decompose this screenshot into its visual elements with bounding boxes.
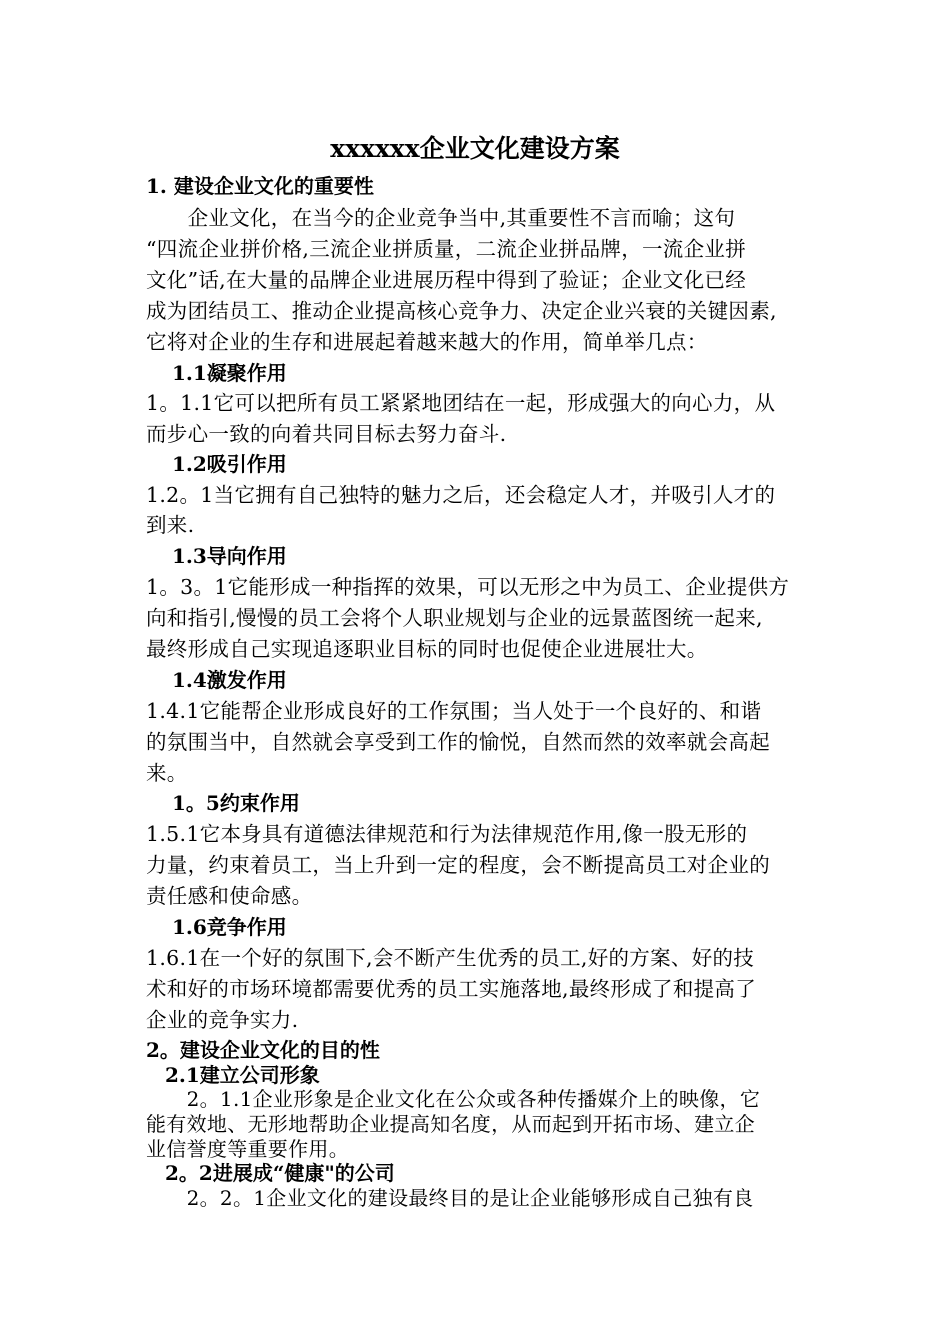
section-heading-1: 1. 建设企业文化的重要性 bbox=[146, 174, 374, 198]
paragraph-line: 向和指引,慢慢的员工会将个人职业规划与企业的远景蓝图统一起来, bbox=[146, 606, 763, 630]
subsection-heading-2-1: 2.1建立公司形象 bbox=[165, 1063, 320, 1087]
paragraph-line: 责任感和使命感。 bbox=[146, 884, 313, 908]
paragraph-line: 它将对企业的生存和进展起着越来越大的作用，简单举几点： bbox=[146, 330, 708, 354]
paragraph-line: 的氛围当中，自然就会享受到工作的愉悦，自然而然的效率就会高起 bbox=[146, 730, 770, 754]
paragraph-line: 成为团结员工、推动企业提高核心竞争力、决定企业兴衰的关键因素, bbox=[146, 299, 777, 323]
subsection-heading-1-4: 1.4激发作用 bbox=[172, 668, 287, 692]
subsection-heading-1-2: 1.2吸引作用 bbox=[172, 452, 287, 476]
paragraph-line: 术和好的市场环境都需要优秀的员工实施落地,最终形成了和提高了 bbox=[146, 977, 757, 1001]
paragraph-line: 文化”话,在大量的品牌企业进展历程中得到了验证；企业文化已经 bbox=[146, 268, 746, 292]
paragraph-line: 2。2。1企业文化的建设最终目的是让企业能够形成自己独有良 bbox=[146, 1186, 754, 1210]
paragraph-line: 1.4.1它能帮企业形成良好的工作氛围；当人处于一个良好的、和谐 bbox=[146, 699, 762, 723]
paragraph-line: 到来. bbox=[146, 513, 195, 537]
paragraph-line: 来。 bbox=[146, 761, 188, 785]
paragraph-line: 1.5.1它本身具有道德法律规范和行为法律规范作用,像一股无形的 bbox=[146, 822, 748, 846]
paragraph-line: 能有效地、无形地帮助企业提高知名度，从而起到开拓市场、建立企 bbox=[146, 1112, 755, 1136]
subsection-heading-1-5: 1。5约束作用 bbox=[172, 791, 300, 815]
paragraph-line: 1.6.1在一个好的氛围下,会不断产生优秀的员工,好的方案、好的技 bbox=[146, 946, 755, 970]
paragraph-line: “四流企业拼价格,三流企业拼质量，二流企业拼品牌，一流企业拼 bbox=[146, 237, 746, 261]
paragraph-line: 2。1.1企业形象是企业文化在公众或各种传播媒介上的映像，它 bbox=[146, 1087, 761, 1111]
subsection-heading-1-3: 1.3导向作用 bbox=[172, 544, 287, 568]
section-heading-2: 2。建设企业文化的目的性 bbox=[146, 1038, 380, 1062]
paragraph-line: 企业文化，在当今的企业竞争当中,其重要性不言而喻；这句 bbox=[146, 206, 736, 230]
paragraph-line: 1.2。1当它拥有自己独特的魅力之后，还会稳定人才，并吸引人才的 bbox=[146, 483, 776, 507]
paragraph-line: 力量，约束着员工，当上升到一定的程度，会不断提高员工对企业的 bbox=[146, 853, 770, 877]
paragraph-line: 1。3。1它能形成一种指挥的效果，可以无形之中为员工、企业提供方 bbox=[146, 575, 790, 599]
paragraph-line: 而步心一致的向着共同目标去努力奋斗. bbox=[146, 422, 507, 446]
subsection-heading-1-6: 1.6竞争作用 bbox=[172, 915, 287, 939]
paragraph-line: 企业的竞争实力. bbox=[146, 1008, 299, 1032]
subsection-heading-2-2: 2。2进展成“健康"的公司 bbox=[165, 1161, 395, 1185]
paragraph-line: 1。1.1它可以把所有员工紧紧地团结在一起，形成强大的向心力，从 bbox=[146, 391, 776, 415]
subsection-heading-1-1: 1.1凝聚作用 bbox=[172, 361, 287, 385]
paragraph-line: 业信誉度等重要作用。 bbox=[146, 1137, 349, 1161]
document-title: xxxxxx企业文化建设方案 bbox=[330, 134, 620, 163]
paragraph-line: 最终形成自己实现追逐职业目标的同时也促使企业进展壮大。 bbox=[146, 637, 708, 661]
